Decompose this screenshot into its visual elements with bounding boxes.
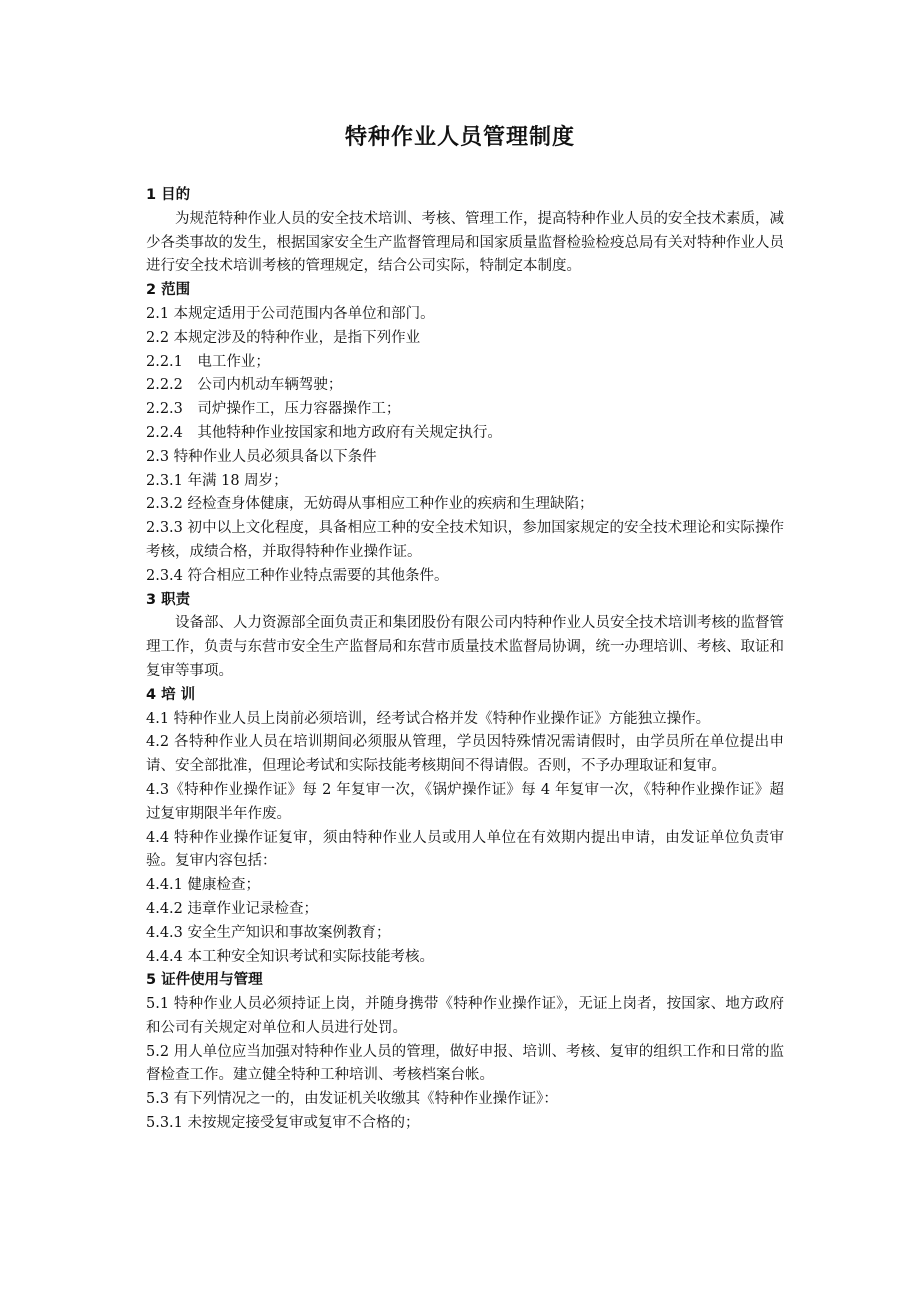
section-heading-duties: 3 职责 [146,591,191,608]
training-item: 4.2 各特种作业人员在培训期间必须服从管理，学员因特殊情况需请假时，由学员所在单位提出申请、安全部批准，但理论考试和实际技能考核期间不得请假。否则，不予办理取证和复审。 [146,734,784,775]
scope-item: 2.2 本规定涉及的特种作业，是指下列作业 [146,329,421,346]
section-heading-scope: 2 范围 [146,282,191,299]
scope-item: 2.3.4 符合相应工种作业特点需要的其他条件。 [146,567,449,584]
scope-item: 2.2.1 电工作业； [146,353,270,370]
document-title: 特种作业人员管理制度 [344,125,575,150]
training-item: 4.4.4 本工种安全知识考试和实际技能考核。 [146,948,435,965]
training-item: 4.4.2 违章作业记录检查； [146,900,319,917]
training-item: 4.1 特种作业人员上岗前必须培训，经考试合格并发《特种作业操作证》方能独立操作。 [146,710,711,727]
section-heading-certificate: 5 证件使用与管理 [146,972,263,989]
certificate-item: 5.3.1 未按规定接受复审或复审不合格的； [146,1115,420,1132]
certificate-item: 5.3 有下列情况之一的，由发证机关收缴其《特种作业操作证》： [146,1091,558,1108]
scope-item: 2.1 本规定适用于公司范围内各单位和部门。 [146,305,435,322]
purpose-paragraph: 为规范特种作业人员的安全技术培训、考核、管理工作，提高特种作业人员的安全技术素质，减少各类事故的发生，根据国家安全生产监督管理局和国家质量监督检验检疫总局有关对特种作业人员进行安全技术培训考核的管理规定，结合公司实际，特制定本制度。 [146,210,784,275]
scope-item: 2.2.2 公司内机动车辆驾驶； [146,377,343,394]
scope-item: 2.2.4 其他特种作业按国家和地方政府有关规定执行。 [146,424,502,441]
scope-item: 2.3.2 经检查身体健康，无妨碍从事相应工种作业的疾病和生理缺陷； [146,496,594,513]
training-item: 4.3《特种作业操作证》每 2 年复审一次，《锅炉操作证》每 4 年复审一次，《特种作业操作证》超过复审期限半年作废。 [146,781,784,822]
scope-item: 2.3.3 初中以上文化程度，具备相应工种的安全技术知识，参加国家规定的安全技术理论和实际操作考核，成绩合格，并取得特种作业操作证。 [146,520,784,560]
scope-item: 2.3.1 年满 18 周岁； [146,472,288,489]
scope-item: 2.2.3 司炉操作工，压力容器操作工； [146,401,401,418]
section-heading-purpose: 1 目的 [146,187,191,203]
training-item: 4.4.3 安全生产知识和事故案例教育； [146,924,391,941]
scope-item: 2.3 特种作业人员必须具备以下条件 [146,448,377,465]
duties-paragraph: 设备部、人力资源部全面负责正和集团股份有限公司内特种作业人员安全技术培训考核的监督管理工作，负责与东营市安全生产监督局和东营市质量技术监督局协调，统一办理培训、考核、取证和复审等事项。 [146,615,784,679]
certificate-item: 5.1 特种作业人员必须持证上岗，并随身携带《特种作业操作证》，无证上岗者，按国家、地方政府和公司有关规定对单位和人员进行处罚。 [146,996,784,1036]
training-item: 4.4.1 健康检查； [146,877,261,894]
section-heading-training: 4 培 训 [146,686,196,703]
document-body [146,184,784,1136]
training-item: 4.4 特种作业操作证复审，须由特种作业人员或用人单位在有效期内提出申请，由发证单位负责审验。复审内容包括： [146,829,784,870]
certificate-item: 5.2 用人单位应当加强对特种作业人员的管理，做好申报、培训、考核、复审的组织工作和日常的监督检查工作。建立健全特种工种培训、考核档案台帐。 [146,1043,784,1084]
